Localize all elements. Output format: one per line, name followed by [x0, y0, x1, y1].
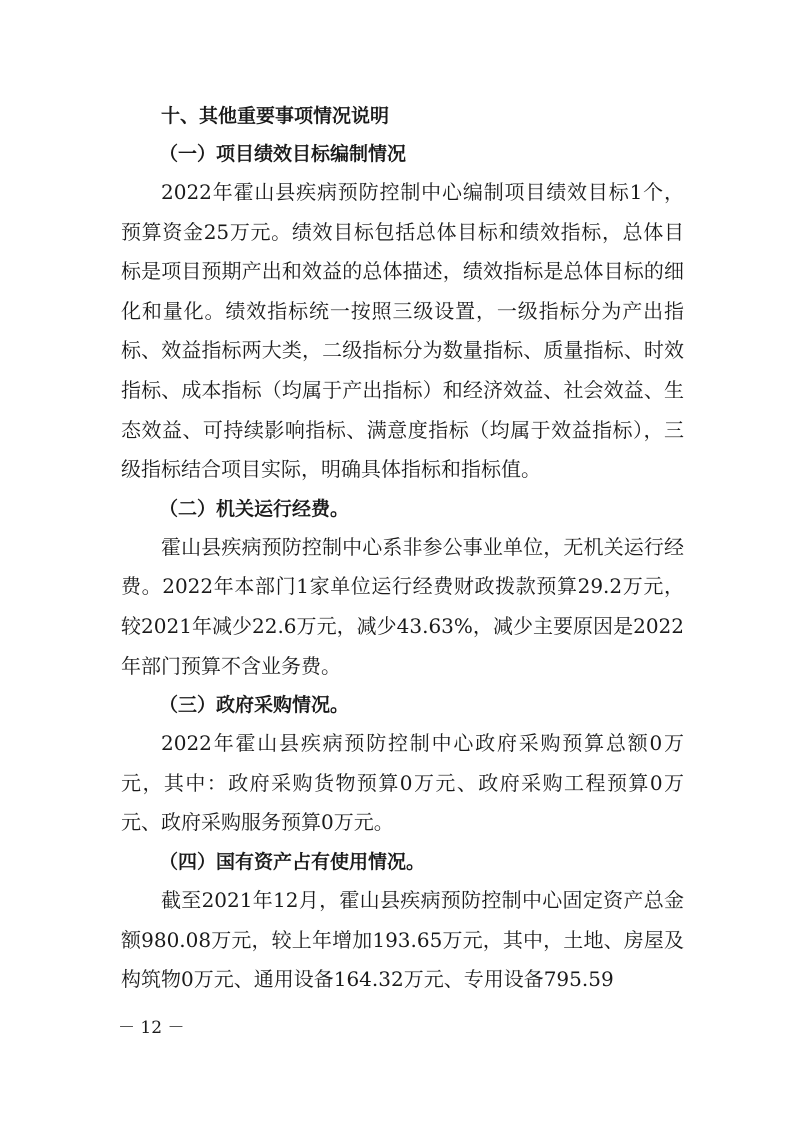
- paragraph-performance-goals: 2022年霍山县疾病预防控制中心编制项目绩效目标1个，预算资金25万元。绩效目标包括总体目标和绩效指标，总体目标是项目预期产出和效益的总体描述，绩效指标是总体目标的细化和量化。绩效指标统一按照三级设置，一级指标分为产出指标、效益指标两大类，二级指标分为数量指标、质量指标、时效指标、成本指标（均属于产出指标）和经济效益、社会效益、生态效益、可持续影响指标、满意度指标（均属于效益指标），三级指标结合项目实际，明确具体指标和指标值。: [121, 180, 684, 482]
- subsection-heading-operating-expenses: （二）机关运行经费。: [159, 497, 350, 520]
- section-title: 十、其他重要事项情况说明: [161, 105, 390, 127]
- subsection-heading-state-assets: （四）国有资产占有使用情况。: [159, 850, 426, 873]
- paragraph-state-assets: 截至2021年12月，霍山县疾病预防控制中心固定资产总金额980.08万元，较上年增加193.65万元，其中，土地、房屋及构筑物0万元、通用设备164.32万元、专用设备795.59: [121, 887, 684, 992]
- document-body: [121, 97, 684, 1000]
- paragraph-operating-expenses: 霍山县疾病预防控制中心系非参公事业单位，无机关运行经费。2022年本部门1家单位运行经费财政拨款预算29.2万元，较2021年减少22.6万元，减少43.63%，减少主要原因是2022年部门预算不含业务费。: [121, 534, 684, 678]
- page-number: － 12 －: [118, 1018, 185, 1038]
- subsection-heading-performance-goals: （一）项目绩效目标编制情况: [159, 143, 407, 165]
- paragraph-government-procurement: 2022年霍山县疾病预防控制中心政府采购预算总额0万元，其中：政府采购货物预算0万元、政府采购工程预算0万元、政府采购服务预算0万元。: [121, 731, 684, 835]
- subsection-heading-government-procurement: （三）政府采购情况。: [159, 694, 350, 717]
